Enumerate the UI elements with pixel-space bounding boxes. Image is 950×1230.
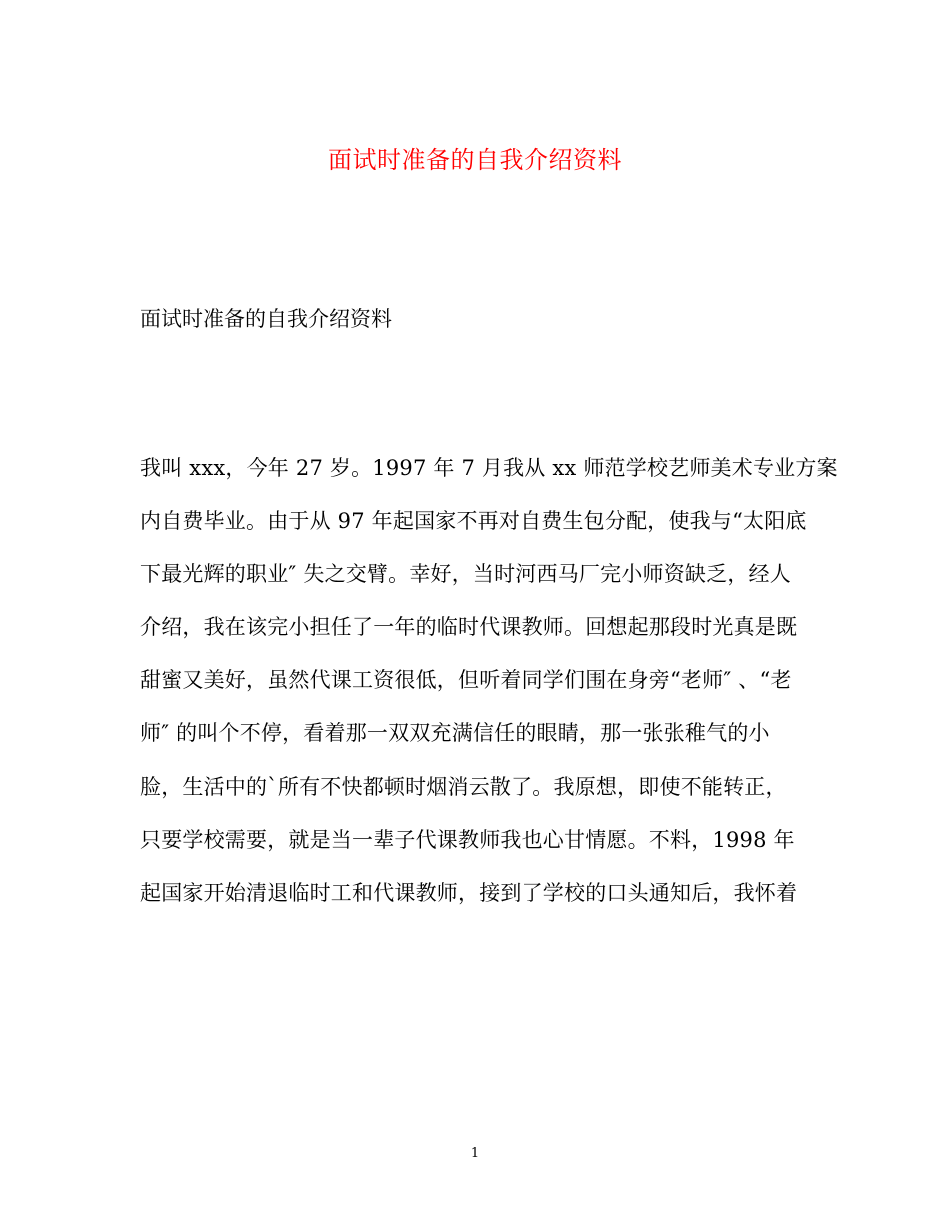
body-line: 下最光辉的职业″ 失之交臂。幸好，当时河西马厂完小师资缺乏，经人 [140,562,791,587]
document-subtitle: 面试时准备的自我介绍资料 [140,307,392,331]
body-line: 我叫 xxx，今年 27 岁。1997 年 7 月我从 xx 师范学校艺师美术专业方案 [140,456,838,480]
body-line: 甜蜜又美好，虽然代课工资很低，但听着同学们围在身旁“老师″ 、“老 [140,668,792,693]
body-line: 只要学校需要，就是当一辈子代课教师我也心甘情愿。不料，1998 年 [140,827,795,852]
document-title: 面试时准备的自我介绍资料 [328,146,622,174]
body-line: 师″ 的叫个不停，看着那一双双充满信任的眼睛，那一张张稚气的小 [140,721,770,746]
body-text [140,448,838,926]
body-line: 起国家开始清退临时工和代课教师，接到了学校的口头通知后，我怀着 [140,880,798,905]
body-line: 脸，生活中的`所有不快都顿时烟消云散了。我原想，即使不能转正， [140,774,787,799]
body-line: 内自费毕业。由于从 97 年起国家不再对自费生包分配，使我与“太阳底 [140,509,807,534]
page-number: 1 [470,1146,480,1161]
body-line: 介绍，我在该完小担任了一年的临时代课教师。回想起那段时光真是既 [140,615,798,640]
